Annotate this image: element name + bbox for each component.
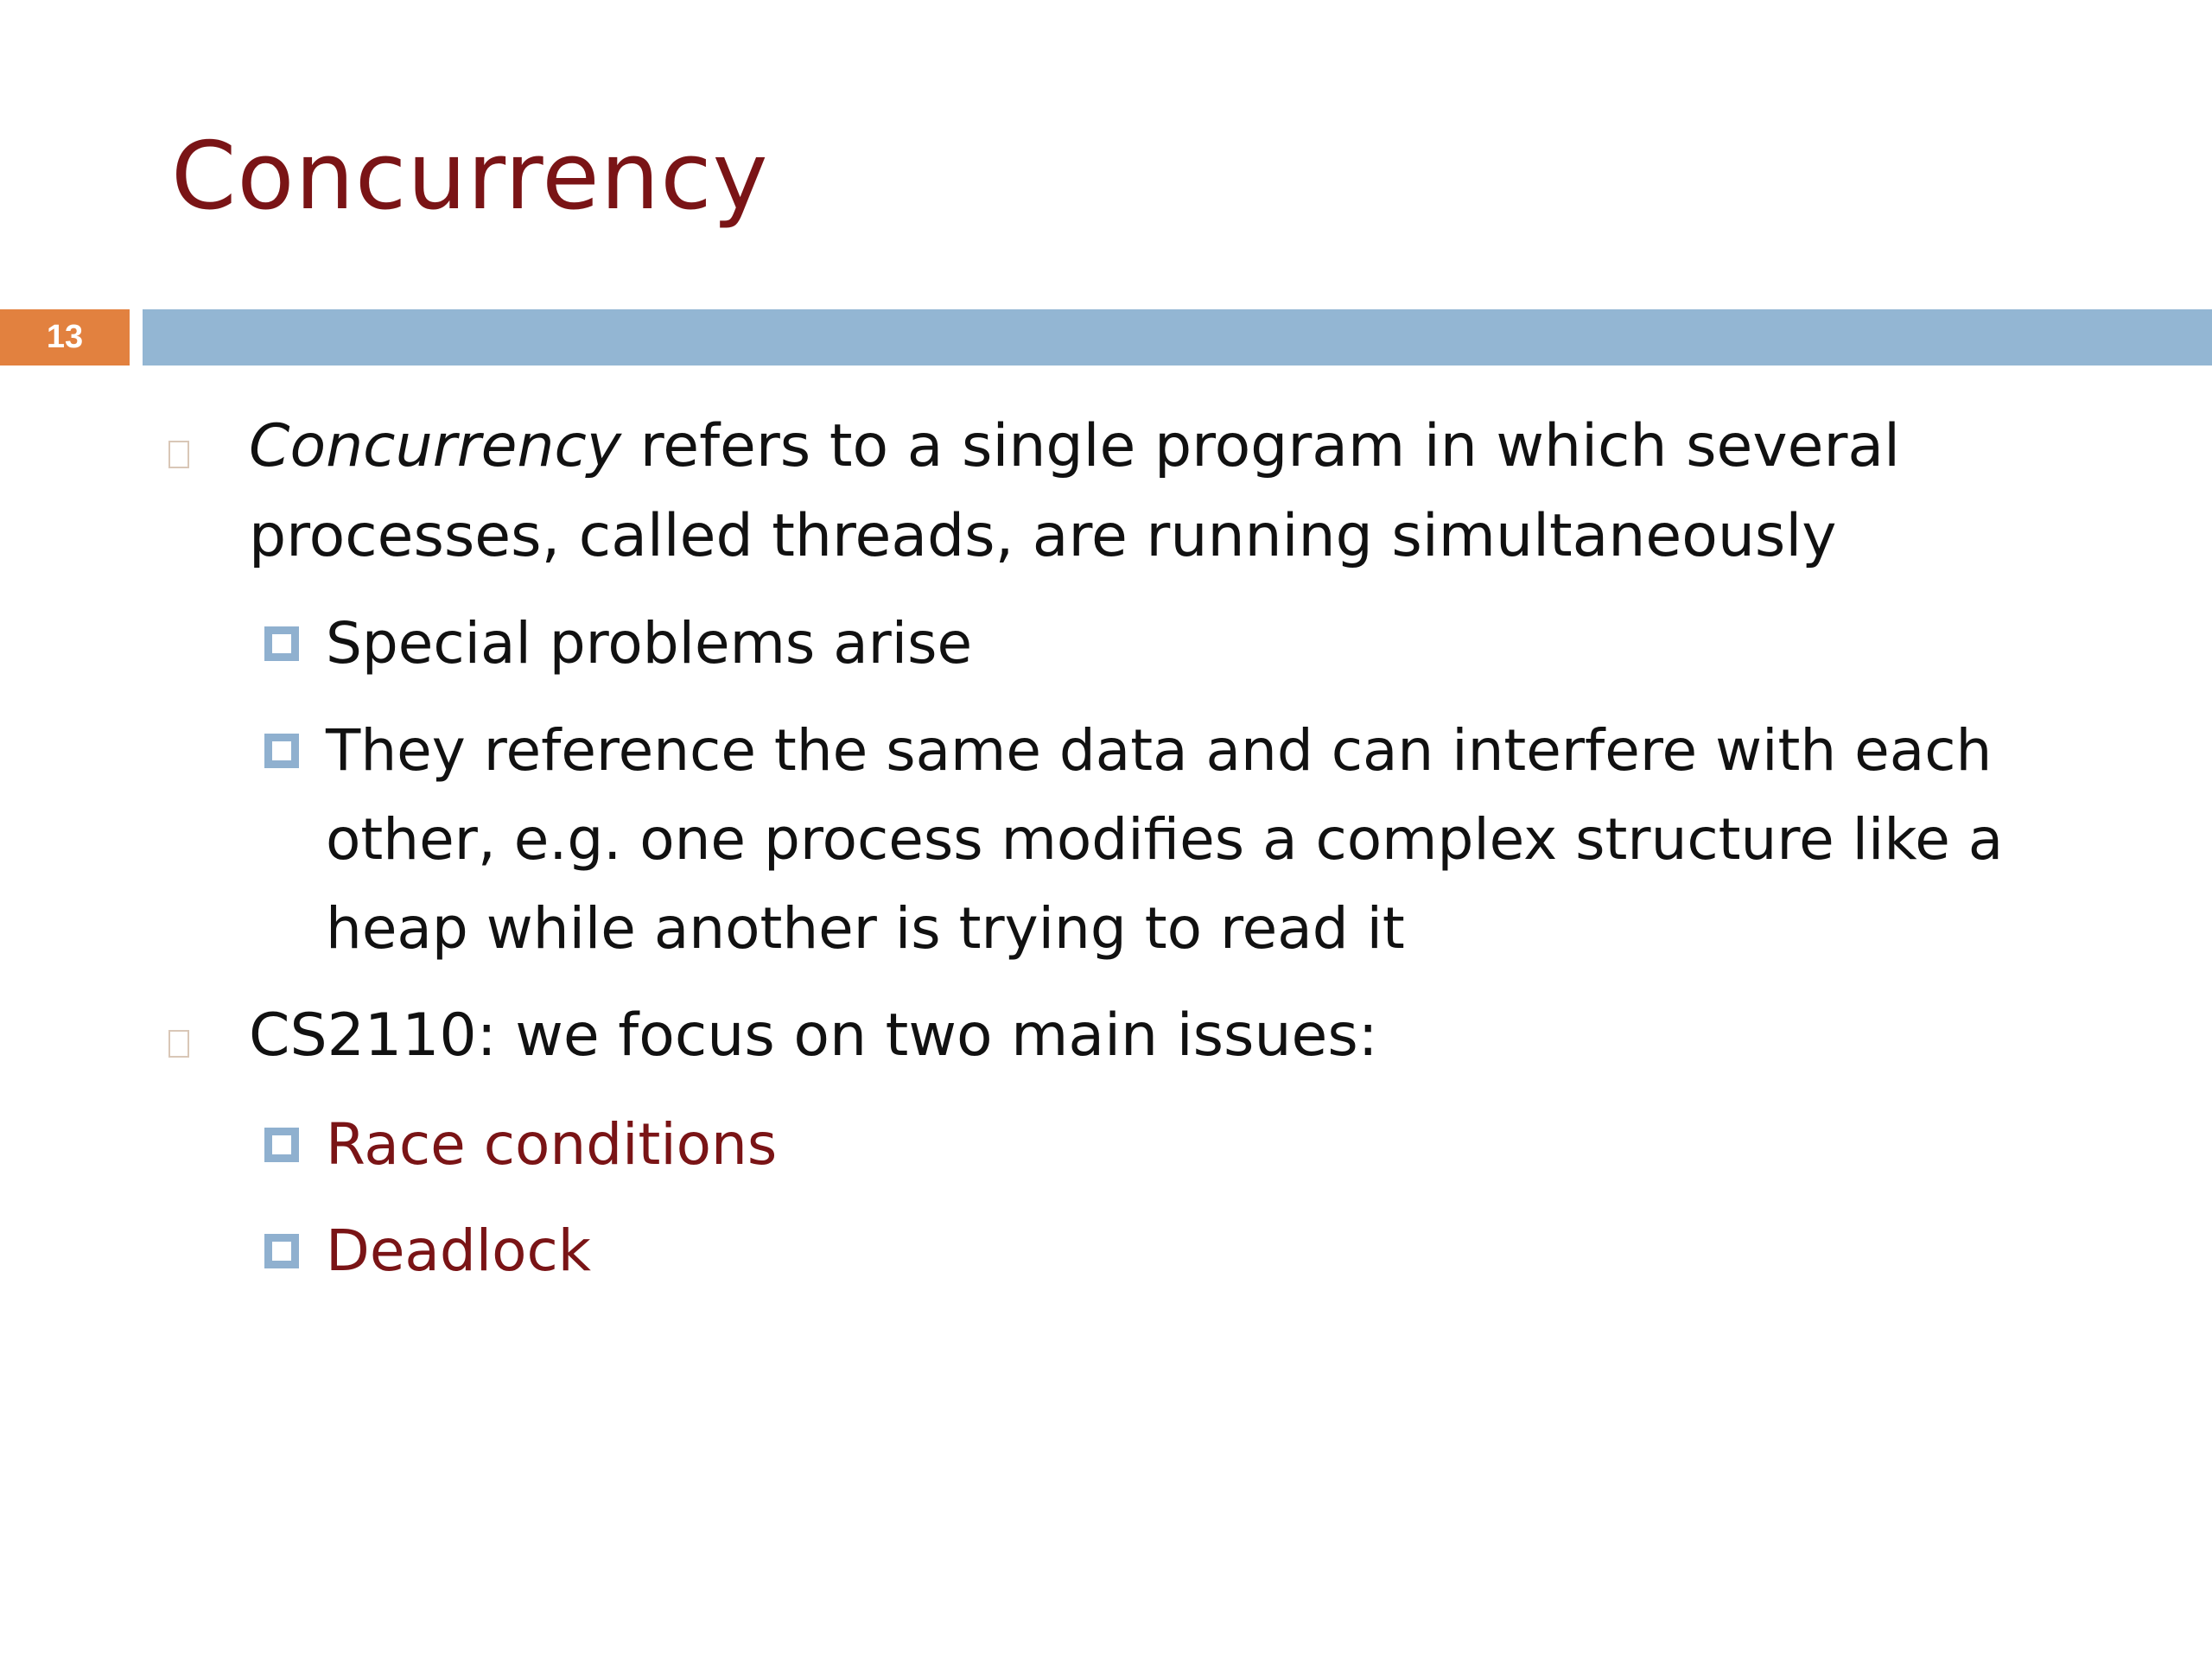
- emphasized-term: Concurrency: [249, 412, 622, 480]
- hollow-square-icon: [264, 626, 299, 661]
- sub-bullet-interference: They reference the same data and can interfere with each other, e.g. one process modifies a complex structure like a heap while another is trying to read it: [326, 717, 2004, 962]
- hollow-square-icon: [264, 1234, 299, 1268]
- hollow-square-icon: [264, 1128, 299, 1162]
- title-divider-bar: [143, 309, 2212, 365]
- slide-title: Concurrency: [171, 123, 769, 231]
- slide-number: 13: [46, 319, 84, 355]
- sub-bullet-deadlock: Deadlock: [326, 1217, 591, 1284]
- sub-bullet-special-problems: Special problems arise: [326, 610, 973, 677]
- slide-number-badge: [0, 309, 130, 365]
- sub-bullet-race-conditions: Race conditions: [326, 1111, 778, 1178]
- missing-glyph-box-icon: [168, 441, 189, 468]
- bullet-cs2110-focus: CS2110: we focus on two main issues:: [249, 1001, 1378, 1070]
- hollow-square-icon: [264, 734, 299, 768]
- bullet-concurrency-definition: [249, 402, 2098, 582]
- missing-glyph-box-icon: [168, 1030, 189, 1058]
- bullet-text: refers to a single program in which several processes, called threads, are running simultaneously: [249, 412, 1900, 570]
